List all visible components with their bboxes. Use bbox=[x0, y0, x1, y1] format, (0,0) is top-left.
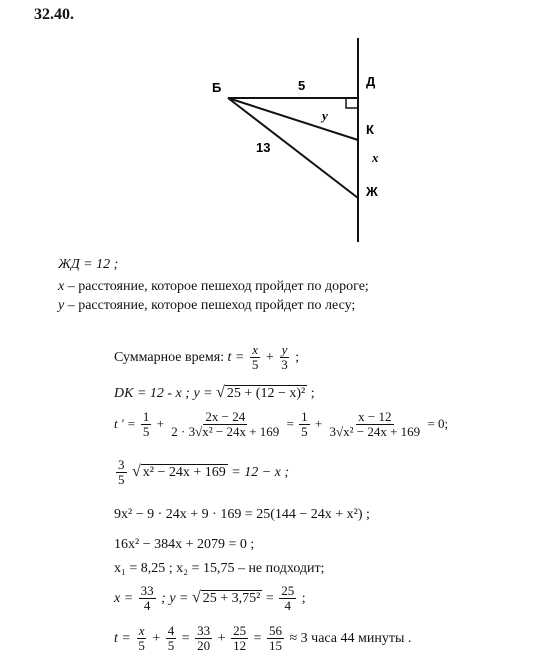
f2-end: ; bbox=[310, 386, 315, 401]
f9-frac4 bbox=[231, 624, 248, 654]
f8-end: ; bbox=[301, 591, 306, 607]
problem-number: 32.40. bbox=[34, 6, 74, 23]
formula-roots: x₁ = 8,25 ; x₂ = 15,75 – не подходит; bbox=[114, 561, 325, 576]
y-definition bbox=[58, 298, 355, 314]
label-b: Б bbox=[212, 80, 222, 95]
f2-rad: 25 + (12 − x)² bbox=[226, 386, 306, 401]
f9-n5: 56 bbox=[268, 623, 282, 638]
f3-d4: 3√x² − 24x + 169 bbox=[329, 424, 421, 440]
sqrt-icon: √ bbox=[192, 589, 201, 607]
segment-bzh bbox=[228, 98, 358, 198]
right-angle-mark bbox=[346, 98, 358, 108]
segment-bk bbox=[228, 98, 358, 140]
f8-x: x = bbox=[114, 591, 134, 607]
f3-plus2: + bbox=[314, 415, 323, 431]
f3-d2: 2 · 3√x² − 24x + 169 bbox=[171, 424, 280, 440]
formula-x-y-values bbox=[114, 584, 306, 614]
f9-d4: 12 bbox=[233, 638, 247, 654]
f1-end: ; bbox=[295, 350, 300, 366]
f9-eq1: = bbox=[181, 631, 190, 647]
f4-n: 3 bbox=[118, 457, 125, 472]
f9-t: t = bbox=[114, 631, 131, 647]
f8-sep: ; y = bbox=[161, 591, 189, 607]
f3-frac4 bbox=[327, 410, 422, 440]
f2-a: DK = 12 - x ; bbox=[114, 386, 190, 401]
f9-frac2 bbox=[166, 624, 177, 654]
f1-d2: 3 bbox=[281, 357, 288, 373]
sqrt-icon: √ bbox=[132, 463, 141, 481]
f3-plus1: + bbox=[156, 415, 165, 431]
f9-n1: x bbox=[138, 623, 145, 638]
f8-n: 33 bbox=[140, 583, 154, 598]
total-time-label: Суммарное время: bbox=[114, 350, 225, 366]
y-def-text: – расстояние, которое пешеход пройдет по лесу; bbox=[64, 298, 356, 313]
label-k: К bbox=[366, 122, 374, 137]
f3-t: t ' = bbox=[114, 415, 136, 431]
f3-n3: 1 bbox=[301, 409, 308, 424]
f9-frac3 bbox=[195, 624, 212, 654]
f8-n2: 25 bbox=[281, 583, 295, 598]
f8-eq: = bbox=[265, 591, 274, 607]
label-zh: Ж bbox=[366, 184, 378, 199]
f1-plus: + bbox=[265, 350, 274, 366]
formula-dk bbox=[114, 384, 315, 402]
f9-d1: 5 bbox=[138, 638, 145, 654]
f9-plus1: + bbox=[152, 631, 161, 647]
f9-n4: 25 bbox=[233, 623, 247, 638]
f3-n2: 2x − 24 bbox=[205, 409, 246, 424]
f4-d: 5 bbox=[118, 472, 125, 488]
formula-total-time bbox=[114, 343, 299, 373]
f9-frac1 bbox=[136, 624, 147, 654]
f1-frac2 bbox=[279, 343, 290, 373]
f9-n3: 33 bbox=[197, 623, 211, 638]
f1-d1: 5 bbox=[251, 357, 259, 373]
zhd-line: ЖД = 12 ; bbox=[58, 257, 119, 272]
f3-eq: = bbox=[286, 415, 294, 431]
f3-frac3 bbox=[299, 410, 310, 440]
geometry-diagram bbox=[0, 0, 550, 260]
f4-end: = 12 − x ; bbox=[231, 465, 290, 481]
y-var: y bbox=[58, 298, 65, 313]
sqrt-icon: √ bbox=[216, 384, 225, 401]
f3-frac1 bbox=[141, 410, 152, 440]
x-var: x bbox=[58, 279, 65, 294]
f2-b: y = bbox=[193, 386, 213, 401]
formula-quadratic: 16x² − 384x + 2079 = 0 ; bbox=[114, 537, 255, 552]
f9-frac5 bbox=[267, 624, 284, 654]
label-d: Д bbox=[366, 74, 376, 89]
f9-n2: 4 bbox=[167, 623, 175, 638]
f3-n1: 1 bbox=[142, 409, 150, 424]
x-definition bbox=[58, 279, 369, 295]
label-side-bd: 5 bbox=[298, 78, 306, 93]
x-def-text: – расстояние, которое пешеход пройдет по дороге; bbox=[64, 279, 369, 294]
f3-d1: 5 bbox=[142, 424, 150, 440]
formula-final-time bbox=[114, 624, 411, 654]
f3-d3: 5 bbox=[301, 424, 308, 440]
f8-d2: 4 bbox=[284, 598, 292, 614]
f9-d2: 5 bbox=[167, 638, 175, 654]
f8-frac1 bbox=[139, 584, 156, 614]
f4-rad: x² − 24x + 169 bbox=[142, 465, 226, 481]
f9-d3: 20 bbox=[197, 638, 211, 654]
f8-rad: 25 + 3,75² bbox=[202, 591, 261, 607]
label-side-bzh: 13 bbox=[256, 140, 271, 155]
f9-end: ≈ 3 часа 44 минуты . bbox=[289, 631, 412, 647]
f1-t: t = bbox=[227, 350, 245, 366]
formula-derivative bbox=[114, 410, 448, 440]
label-side-x: x bbox=[372, 150, 379, 165]
f9-plus2: + bbox=[217, 631, 226, 647]
f3-n4: x − 12 bbox=[358, 409, 392, 424]
f3-frac2 bbox=[169, 410, 281, 440]
formula-root-eq bbox=[114, 458, 289, 488]
f1-n1: x bbox=[252, 342, 259, 357]
label-side-y: y bbox=[322, 108, 328, 123]
f8-frac2 bbox=[279, 584, 296, 614]
f8-d: 4 bbox=[143, 598, 151, 614]
f9-eq2: = bbox=[253, 631, 262, 647]
f9-d5: 15 bbox=[268, 638, 282, 654]
f3-end: = 0; bbox=[427, 415, 449, 431]
f1-frac1 bbox=[250, 343, 261, 373]
formula-squared: 9x² − 9 · 24x + 9 · 169 = 25(144 − 24x + x²) ; bbox=[114, 507, 370, 522]
f4-frac bbox=[116, 458, 127, 488]
f1-n2: y bbox=[281, 342, 288, 357]
